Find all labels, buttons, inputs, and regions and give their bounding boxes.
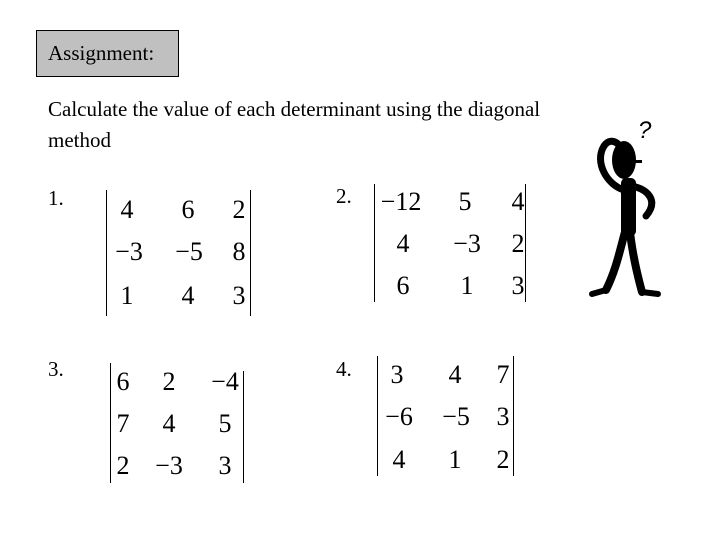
- det-2-cell: 3: [511, 271, 525, 300]
- problem-4-number: 4.: [336, 357, 352, 381]
- det-1-cell: 4: [181, 281, 195, 310]
- det-1-cell: −3: [115, 237, 143, 266]
- thinking-stick-figure-icon: [572, 110, 687, 300]
- det-4-cell: 3: [390, 360, 404, 389]
- det-3-cell: 2: [116, 451, 130, 480]
- det-1-cell: 1: [120, 281, 134, 310]
- instructions-text: Calculate the value of each determinant using the diagonal method: [48, 97, 541, 152]
- det-3-cell: 5: [218, 409, 232, 438]
- determinant-3: [110, 363, 242, 483]
- det-4-cell: −5: [442, 402, 470, 431]
- det-3-cell: −4: [211, 367, 239, 396]
- det-4-cell: 7: [496, 360, 510, 389]
- det-1-cell: 2: [232, 195, 246, 224]
- det-4-cell: 1: [448, 445, 462, 474]
- det-3-cell: −3: [155, 451, 183, 480]
- det-3-cell: 4: [162, 409, 176, 438]
- problem-1-number: 1.: [48, 186, 64, 210]
- det-3-right-bar: [243, 371, 244, 483]
- det-2-cell: 1: [460, 271, 474, 300]
- problem-3-number: 3.: [48, 357, 64, 381]
- det-3-cell: 6: [116, 367, 130, 396]
- det-2-cell: −3: [453, 229, 481, 258]
- det-1-cell: 6: [181, 195, 195, 224]
- det-2-cell: 5: [458, 187, 472, 216]
- det-1-cell: 8: [232, 237, 246, 266]
- det-1-cell: 3: [232, 281, 246, 310]
- determinant-2: [374, 184, 526, 302]
- det-2-cell: −12: [380, 187, 422, 216]
- det-4-cell: 3: [496, 402, 510, 431]
- determinant-1: [106, 190, 251, 316]
- det-2-cell: 4: [396, 229, 410, 258]
- det-3-cell: 7: [116, 409, 130, 438]
- det-2-cell: 6: [396, 271, 410, 300]
- det-4-cell: 2: [496, 445, 510, 474]
- det-2-cell: 2: [511, 229, 525, 258]
- det-4-cell: −6: [385, 402, 413, 431]
- problem-2-number: 2.: [336, 184, 352, 208]
- det-4-cell: 4: [392, 445, 406, 474]
- det-3-cell: 3: [218, 451, 232, 480]
- det-2-cell: 4: [511, 187, 525, 216]
- det-4-cell: 4: [448, 360, 462, 389]
- determinant-4: [377, 356, 514, 476]
- question-mark: ?: [638, 117, 652, 144]
- page-title: Assignment:: [36, 30, 179, 77]
- det-1-cell: 4: [120, 195, 134, 224]
- det-3-cell: 2: [162, 367, 176, 396]
- det-1-cell: −5: [175, 237, 203, 266]
